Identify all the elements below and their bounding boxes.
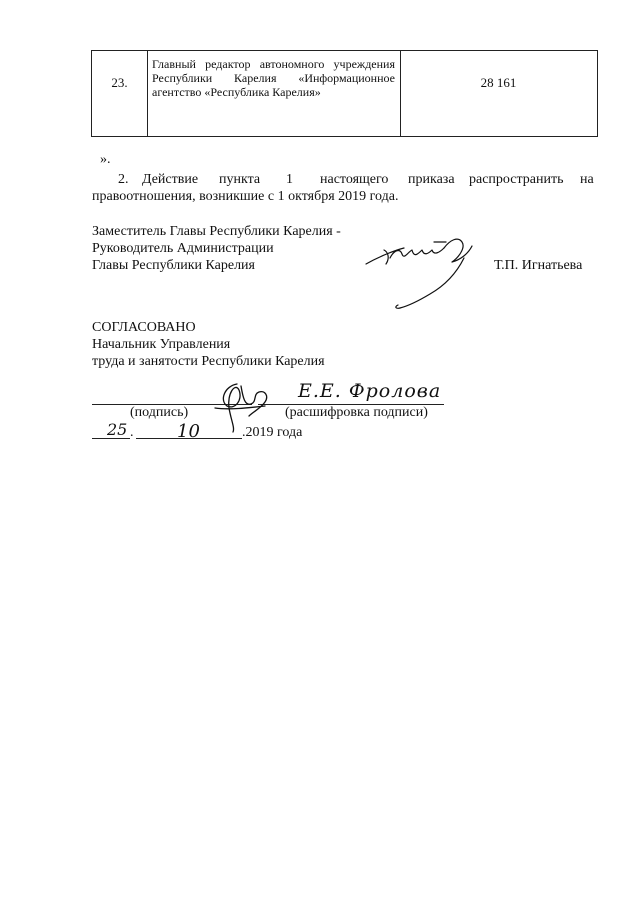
approval-heading: СОГЛАСОВАНО xyxy=(92,320,196,335)
date-dot: . xyxy=(130,425,134,440)
table-divider xyxy=(400,51,401,136)
row-position: Главный редактор автономного учреждения Республики Карелия «Информационное агентство «Республика Карелия» xyxy=(152,57,395,99)
approval-line1: Начальник Управления xyxy=(92,337,231,352)
closing-quote: ». xyxy=(100,152,111,167)
signatory-title-line2: Руководитель Администрации xyxy=(92,241,274,256)
point2-word: 1 xyxy=(286,172,293,187)
point2-word: на xyxy=(580,172,594,187)
date-month: 10 xyxy=(177,421,200,442)
point2-word: распространить xyxy=(469,172,564,187)
point2-number: 2. xyxy=(118,172,129,187)
table-divider xyxy=(147,51,148,136)
point2-word: Действие xyxy=(142,172,199,187)
signature-ignatyeva xyxy=(360,228,490,313)
signatory-title-line3: Главы Республики Карелия xyxy=(92,258,255,273)
point2-word: приказа xyxy=(408,172,455,187)
decoding-caption: (расшифровка подписи) xyxy=(285,405,428,420)
handwritten-name: Е.Е. Фролова xyxy=(298,380,442,402)
signature-caption: (подпись) xyxy=(130,405,189,420)
point2-word: настоящего xyxy=(320,172,389,187)
signatory-name: Т.П. Игнатьева xyxy=(494,258,583,273)
signatory-title-line1: Заместитель Главы Республики Карелия - xyxy=(92,224,341,239)
row-number: 23. xyxy=(111,75,128,90)
salary-table-row xyxy=(91,50,598,137)
point2-word: пункта xyxy=(219,172,261,187)
approval-line2: труда и занятости Республики Карелия xyxy=(92,354,325,369)
row-amount: 28 161 xyxy=(480,75,517,90)
date-day: 25 xyxy=(107,420,128,439)
point2-line2: правоотношения, возникшие с 1 октября 2019 года. xyxy=(92,189,399,204)
date-year: .2019 года xyxy=(242,425,303,440)
